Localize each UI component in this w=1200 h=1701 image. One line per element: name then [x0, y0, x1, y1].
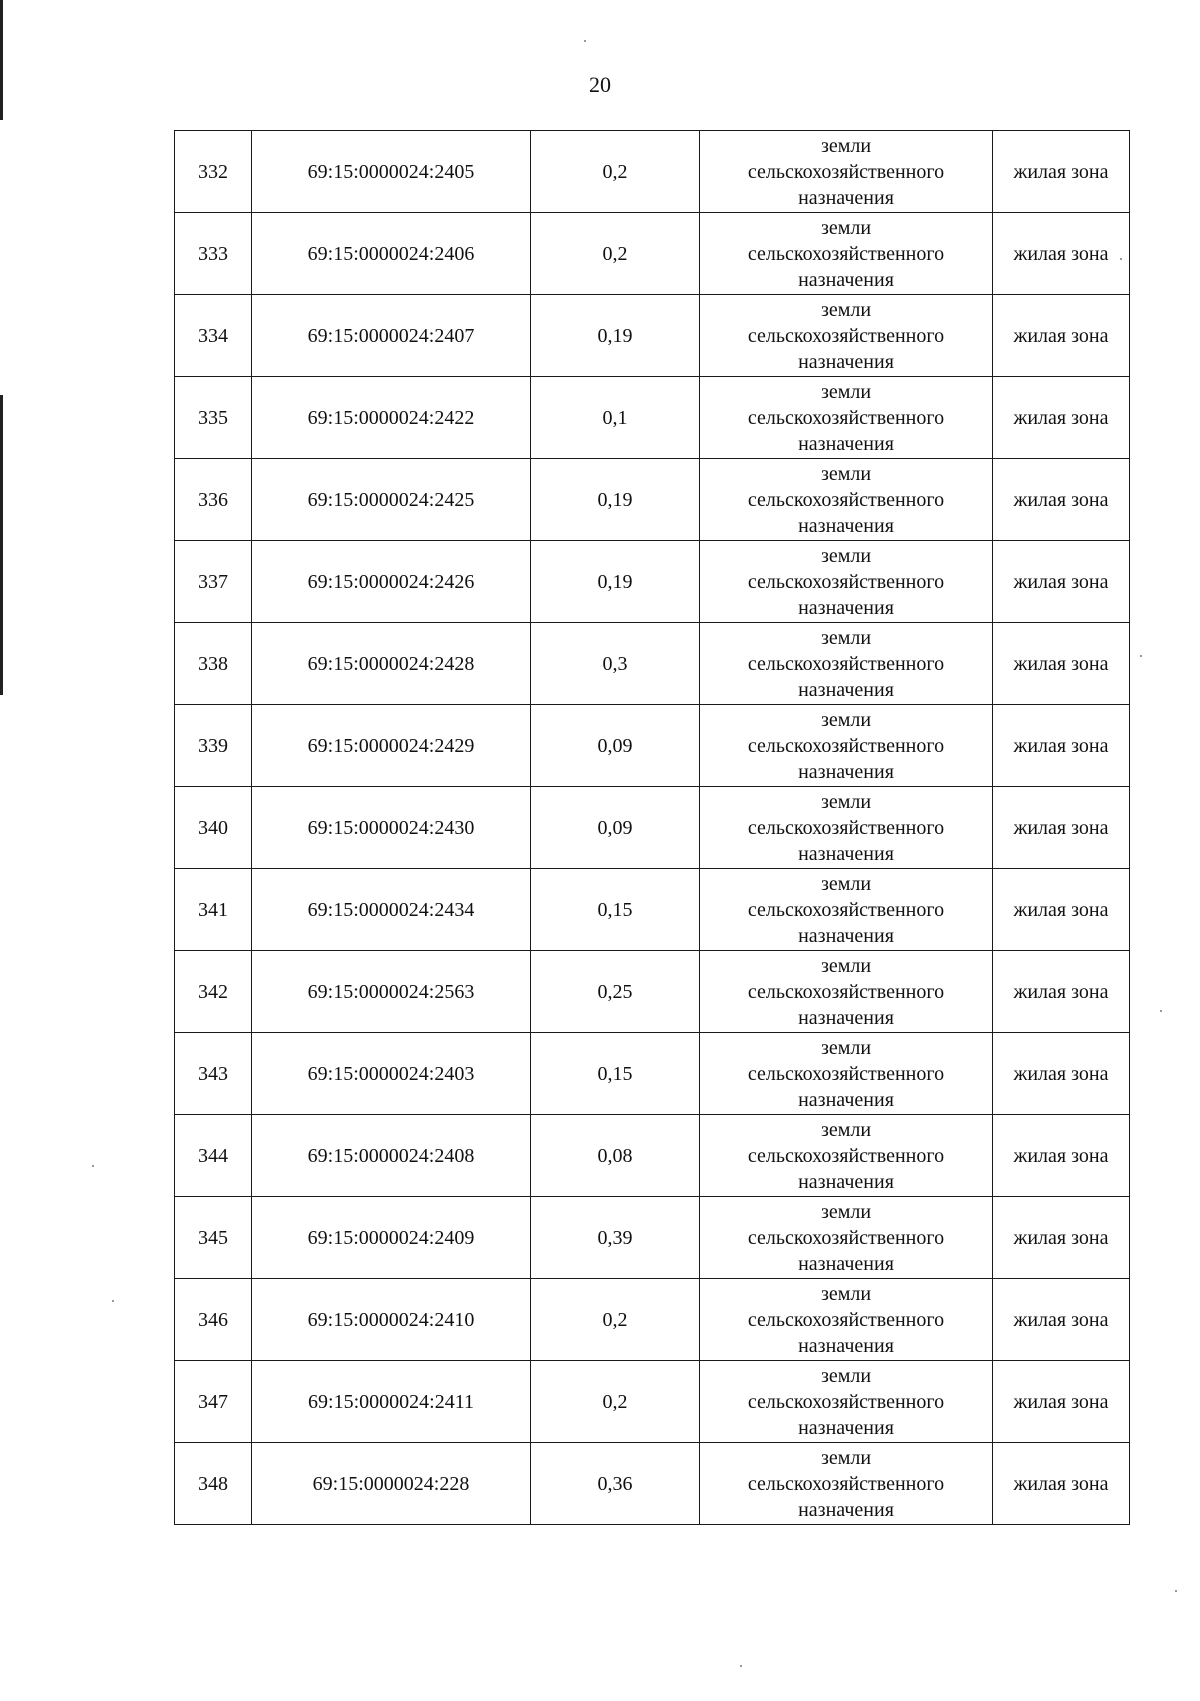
row-number-cell: 341 — [175, 869, 252, 951]
zone-cell: жилая зона — [993, 213, 1130, 295]
area-cell: 0,36 — [531, 1443, 700, 1525]
area-cell: 0,2 — [531, 213, 700, 295]
land-category-cell — [700, 623, 993, 705]
land-category-line: сельскохозяйственного — [747, 242, 945, 265]
cadastral-number-cell: 69:15:0000024:228 — [252, 1443, 531, 1525]
land-category-line: земли — [820, 1036, 872, 1059]
zone-cell: жилая зона — [993, 377, 1130, 459]
zone-cell: жилая зона — [993, 541, 1130, 623]
area-cell: 0,19 — [531, 459, 700, 541]
area-cell: 0,09 — [531, 787, 700, 869]
area-cell: 0,19 — [531, 295, 700, 377]
area-cell: 0,25 — [531, 951, 700, 1033]
cadastral-number-cell: 69:15:0000024:2430 — [252, 787, 531, 869]
zone-cell: жилая зона — [993, 1361, 1130, 1443]
land-category-line: земли — [820, 1200, 872, 1223]
land-category-line: земли — [820, 134, 872, 157]
row-number-cell: 334 — [175, 295, 252, 377]
zone-cell: жилая зона — [993, 1443, 1130, 1525]
table-row — [175, 213, 1130, 295]
land-category-line: земли — [820, 298, 872, 321]
table-row — [175, 1033, 1130, 1115]
zone-cell: жилая зона — [993, 131, 1130, 213]
land-category-cell — [700, 1115, 993, 1197]
cadastral-number-cell: 69:15:0000024:2403 — [252, 1033, 531, 1115]
land-category-line: назначения — [798, 1416, 894, 1439]
area-cell: 0,15 — [531, 1033, 700, 1115]
area-cell: 0,15 — [531, 869, 700, 951]
cadastral-number-cell: 69:15:0000024:2411 — [252, 1361, 531, 1443]
land-category-line: назначения — [798, 432, 894, 455]
land-category-line: сельскохозяйственного — [747, 1390, 945, 1413]
zone-cell: жилая зона — [993, 787, 1130, 869]
land-category-line: земли — [820, 872, 872, 895]
table-row — [175, 705, 1130, 787]
land-category-line: назначения — [798, 350, 894, 373]
area-cell: 0,2 — [531, 1279, 700, 1361]
row-number-cell: 343 — [175, 1033, 252, 1115]
land-category-line: назначения — [798, 1088, 894, 1111]
land-category-line: сельскохозяйственного — [747, 898, 945, 921]
row-number-cell: 344 — [175, 1115, 252, 1197]
area-cell: 0,1 — [531, 377, 700, 459]
area-cell: 0,09 — [531, 705, 700, 787]
cadastral-number-cell: 69:15:0000024:2429 — [252, 705, 531, 787]
row-number-cell: 348 — [175, 1443, 252, 1525]
land-category-line: сельскохозяйственного — [747, 734, 945, 757]
scan-edge-mark — [0, 0, 3, 120]
cadastral-number-cell: 69:15:0000024:2407 — [252, 295, 531, 377]
land-category-cell — [700, 1279, 993, 1361]
table-row — [175, 951, 1130, 1033]
cadastral-number-cell: 69:15:0000024:2409 — [252, 1197, 531, 1279]
land-category-line: сельскохозяйственного — [747, 406, 945, 429]
table-row — [175, 1197, 1130, 1279]
row-number-cell: 340 — [175, 787, 252, 869]
scan-speck — [1140, 655, 1142, 657]
land-category-line: земли — [820, 380, 872, 403]
land-category-line: земли — [820, 1282, 872, 1305]
land-category-line: сельскохозяйственного — [747, 1308, 945, 1331]
table-row — [175, 377, 1130, 459]
zone-cell: жилая зона — [993, 705, 1130, 787]
land-category-cell — [700, 1443, 993, 1525]
row-number-cell: 333 — [175, 213, 252, 295]
zone-cell: жилая зона — [993, 951, 1130, 1033]
cadastral-number-cell: 69:15:0000024:2563 — [252, 951, 531, 1033]
zone-cell: жилая зона — [993, 623, 1130, 705]
area-cell: 0,2 — [531, 131, 700, 213]
land-category-line: сельскохозяйственного — [747, 1226, 945, 1249]
area-cell: 0,19 — [531, 541, 700, 623]
land-category-line: назначения — [798, 1498, 894, 1521]
land-category-line: сельскохозяйственного — [747, 980, 945, 1003]
land-category-cell — [700, 459, 993, 541]
land-category-line: назначения — [798, 760, 894, 783]
table-row — [175, 1115, 1130, 1197]
zone-cell: жилая зона — [993, 869, 1130, 951]
row-number-cell: 342 — [175, 951, 252, 1033]
land-category-cell — [700, 787, 993, 869]
cadastral-number-cell: 69:15:0000024:2410 — [252, 1279, 531, 1361]
cadastral-number-cell: 69:15:0000024:2405 — [252, 131, 531, 213]
cadastral-number-cell: 69:15:0000024:2406 — [252, 213, 531, 295]
land-category-line: сельскохозяйственного — [747, 488, 945, 511]
scan-edge-mark — [0, 395, 3, 695]
land-category-line: назначения — [798, 1252, 894, 1275]
land-category-line: назначения — [798, 842, 894, 865]
table-row — [175, 459, 1130, 541]
zone-cell: жилая зона — [993, 459, 1130, 541]
land-category-line: назначения — [798, 678, 894, 701]
land-category-line: сельскохозяйственного — [747, 652, 945, 675]
table-row — [175, 295, 1130, 377]
land-category-cell — [700, 377, 993, 459]
land-category-cell — [700, 1197, 993, 1279]
land-category-line: земли — [820, 216, 872, 239]
scan-speck — [1160, 1010, 1162, 1012]
land-category-line: земли — [820, 954, 872, 977]
row-number-cell: 346 — [175, 1279, 252, 1361]
land-category-line: назначения — [798, 1334, 894, 1357]
land-category-line: назначения — [798, 1006, 894, 1029]
land-category-line: земли — [820, 1446, 872, 1469]
land-category-line: назначения — [798, 924, 894, 947]
land-category-cell — [700, 541, 993, 623]
row-number-cell: 339 — [175, 705, 252, 787]
land-category-line: сельскохозяйственного — [747, 1472, 945, 1495]
cadastral-number-cell: 69:15:0000024:2434 — [252, 869, 531, 951]
table-row — [175, 1443, 1130, 1525]
land-category-line: назначения — [798, 514, 894, 537]
land-category-line: назначения — [798, 596, 894, 619]
land-category-line: земли — [820, 544, 872, 567]
zone-cell: жилая зона — [993, 1197, 1130, 1279]
land-category-cell — [700, 295, 993, 377]
table-row — [175, 541, 1130, 623]
row-number-cell: 345 — [175, 1197, 252, 1279]
land-category-line: земли — [820, 708, 872, 731]
land-category-cell — [700, 1361, 993, 1443]
land-category-line: сельскохозяйственного — [747, 324, 945, 347]
land-category-line: земли — [820, 626, 872, 649]
table-body — [175, 131, 1130, 1525]
land-category-line: назначения — [798, 186, 894, 209]
table-row — [175, 1279, 1130, 1361]
area-cell: 0,39 — [531, 1197, 700, 1279]
row-number-cell: 347 — [175, 1361, 252, 1443]
area-cell: 0,3 — [531, 623, 700, 705]
land-plot-table — [174, 130, 1130, 1525]
scan-speck — [92, 1165, 94, 1167]
land-category-line: назначения — [798, 268, 894, 291]
land-category-line: сельскохозяйственного — [747, 1062, 945, 1085]
land-category-line: сельскохозяйственного — [747, 160, 945, 183]
scan-speck — [112, 1300, 114, 1302]
zone-cell: жилая зона — [993, 1279, 1130, 1361]
page-number: 20 — [589, 72, 611, 97]
scan-speck — [740, 1665, 742, 1667]
land-category-cell — [700, 951, 993, 1033]
row-number-cell: 336 — [175, 459, 252, 541]
land-category-line: земли — [820, 790, 872, 813]
zone-cell: жилая зона — [993, 295, 1130, 377]
land-category-cell — [700, 131, 993, 213]
table-row — [175, 787, 1130, 869]
scan-speck — [1175, 1590, 1177, 1592]
scan-speck — [1120, 258, 1122, 260]
land-category-cell — [700, 213, 993, 295]
row-number-cell: 335 — [175, 377, 252, 459]
land-category-cell — [700, 869, 993, 951]
cadastral-number-cell: 69:15:0000024:2426 — [252, 541, 531, 623]
land-category-line: сельскохозяйственного — [747, 570, 945, 593]
land-category-line: земли — [820, 1118, 872, 1141]
table-row — [175, 1361, 1130, 1443]
land-category-line: сельскохозяйственного — [747, 816, 945, 839]
zone-cell: жилая зона — [993, 1115, 1130, 1197]
cadastral-number-cell: 69:15:0000024:2408 — [252, 1115, 531, 1197]
row-number-cell: 332 — [175, 131, 252, 213]
land-category-line: земли — [820, 462, 872, 485]
cadastral-number-cell: 69:15:0000024:2422 — [252, 377, 531, 459]
land-category-line: сельскохозяйственного — [747, 1144, 945, 1167]
table-row — [175, 869, 1130, 951]
scan-speck — [584, 40, 586, 42]
cadastral-number-cell: 69:15:0000024:2425 — [252, 459, 531, 541]
table-row — [175, 623, 1130, 705]
zone-cell: жилая зона — [993, 1033, 1130, 1115]
land-category-line: земли — [820, 1364, 872, 1387]
area-cell: 0,08 — [531, 1115, 700, 1197]
row-number-cell: 337 — [175, 541, 252, 623]
land-category-line: назначения — [798, 1170, 894, 1193]
land-category-cell — [700, 705, 993, 787]
row-number-cell: 338 — [175, 623, 252, 705]
land-category-cell — [700, 1033, 993, 1115]
table-row — [175, 131, 1130, 213]
area-cell: 0,2 — [531, 1361, 700, 1443]
cadastral-number-cell: 69:15:0000024:2428 — [252, 623, 531, 705]
